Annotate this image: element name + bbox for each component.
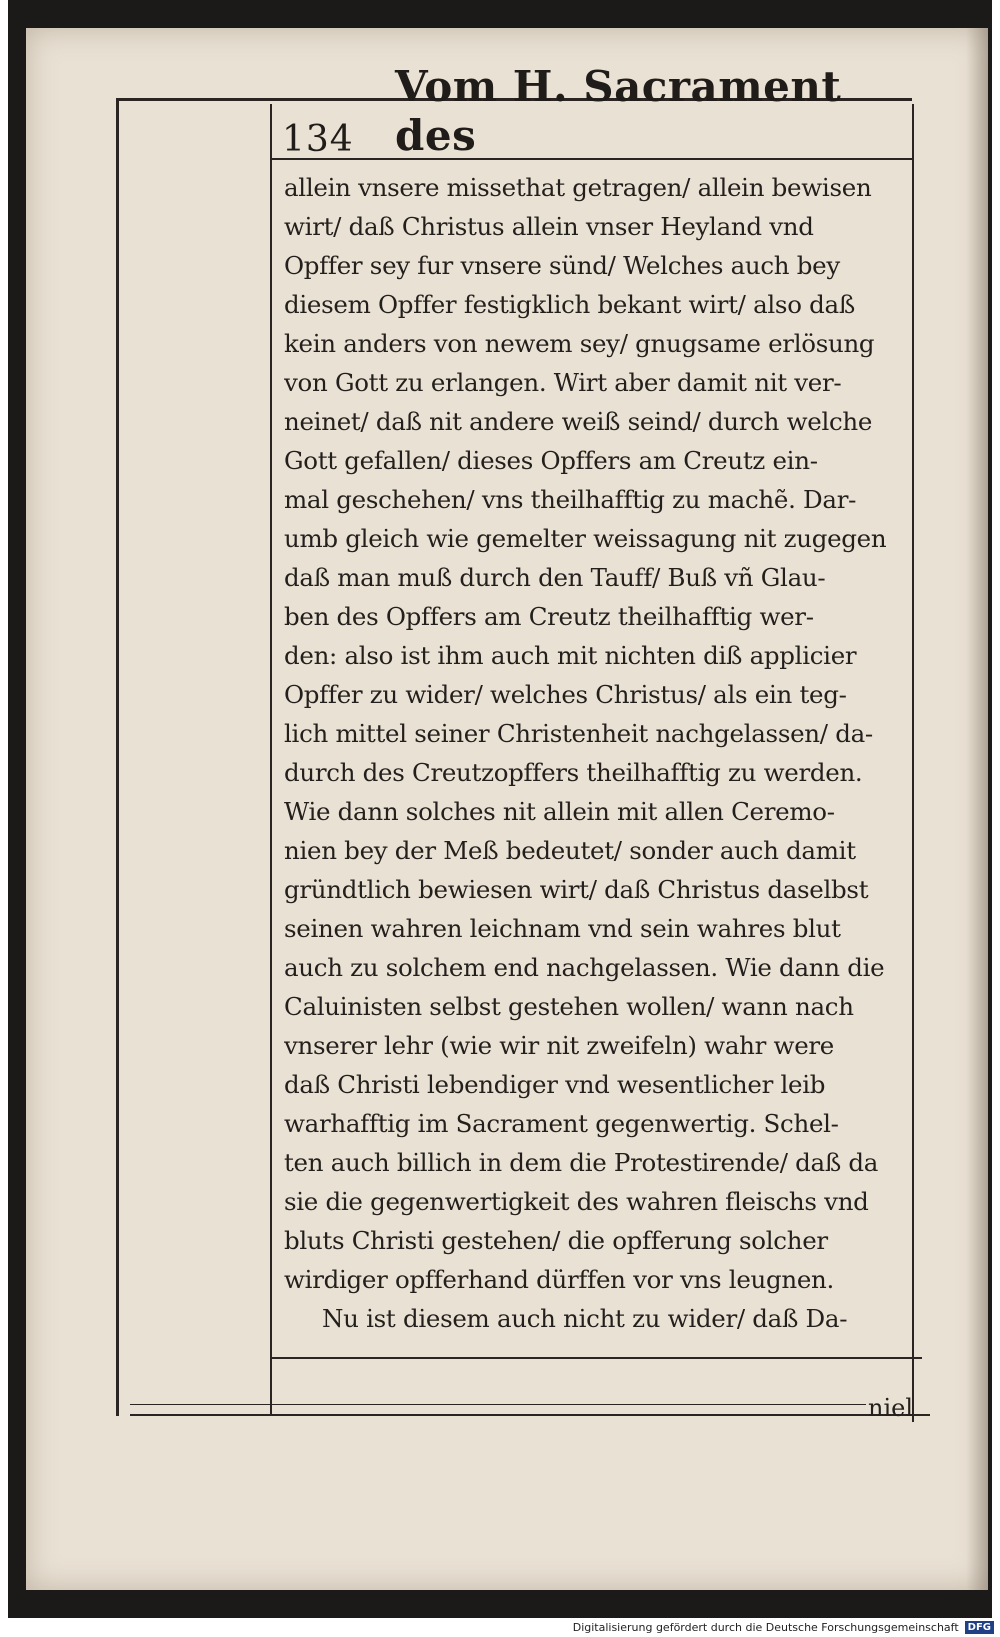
text-line: wirt/ daß Christus allein vnser Heyland vnd bbox=[284, 212, 814, 241]
text-line: vnserer lehr (wie wir nit zweifeln) wahr were bbox=[284, 1031, 835, 1060]
bottom-rule-base bbox=[130, 1414, 930, 1416]
text-line: Gott gefallen/ dieses Opffers am Creutz ein- bbox=[284, 446, 818, 475]
text-line: daß man muß durch den Tauff/ Buß vñ Glau- bbox=[284, 563, 826, 592]
bottom-rule-inner bbox=[272, 1357, 922, 1359]
text-line: Opffer zu wider/ welches Christus/ als ein teg- bbox=[284, 680, 847, 709]
bottom-rule-outer bbox=[130, 1404, 866, 1405]
text-line: Caluinisten selbst gestehen wollen/ wann nach bbox=[284, 992, 854, 1021]
digitization-footer bbox=[0, 1618, 1000, 1637]
text-line: den: also ist ihm auch mit nichten diß applicier bbox=[284, 641, 857, 670]
text-line: daß Christi lebendiger vnd wesentlicher leib bbox=[284, 1070, 826, 1099]
text-line: ben des Opffers am Creutz theilhafftig wer- bbox=[284, 602, 814, 631]
running-head: Vom H. Sacrament des bbox=[395, 62, 842, 160]
text-line: bluts Christi gestehen/ die opfferung solcher bbox=[284, 1226, 828, 1255]
text-line: auch zu solchem end nachgelassen. Wie dann die bbox=[284, 953, 885, 982]
text-line: umb gleich wie gemelter weissagung nit zugegen bbox=[284, 524, 887, 553]
text-line: mal geschehen/ vns theilhafftig zu machẽ. Dar- bbox=[284, 485, 857, 514]
text-line: wirdiger opfferhand dürffen vor vns leugnen. bbox=[284, 1265, 835, 1294]
paragraph-start-line: Nu ist diesem auch nicht zu wider/ daß Da- bbox=[322, 1304, 848, 1333]
text-line: durch des Creutzopffers theilhafftig zu werden. bbox=[284, 758, 863, 787]
text-line: diesem Opffer festigklich bekant wirt/ also daß bbox=[284, 290, 855, 319]
text-line: kein anders von newem sey/ gnugsame erlösung bbox=[284, 329, 875, 358]
text-line: lich mittel seiner Christenheit nachgelassen/ da- bbox=[284, 719, 873, 748]
text-line: von Gott zu erlangen. Wirt aber damit nit ver- bbox=[284, 368, 842, 397]
page-number: 134 bbox=[282, 119, 354, 160]
text-line: Wie dann solches nit allein mit allen Ceremo- bbox=[284, 797, 835, 826]
text-line: seinen wahren leichnam vnd sein wahres blut bbox=[284, 914, 841, 943]
text-line: ten auch billich in dem die Protestirende/ daß da bbox=[284, 1148, 879, 1177]
body-text bbox=[284, 168, 924, 1338]
text-line: nien bey der Meß bedeutet/ sonder auch damit bbox=[284, 836, 856, 865]
text-line: Opffer sey fur vnsere sünd/ Welches auch bey bbox=[284, 251, 840, 280]
dfg-logo: DFG bbox=[965, 1621, 994, 1634]
left-inner-rule bbox=[270, 104, 272, 1414]
left-outer-rule bbox=[116, 98, 119, 1416]
funding-credit: Digitalisierung gefördert durch die Deutsche Forschungsgemeinschaft bbox=[572, 1621, 959, 1634]
text-line: gründtlich bewiesen wirt/ daß Christus daselbst bbox=[284, 875, 869, 904]
text-line: sie die gegenwertigkeit des wahren fleischs vnd bbox=[284, 1187, 869, 1216]
text-line: allein vnsere missethat getragen/ allein bewisen bbox=[284, 173, 872, 202]
text-line: warhafftig im Sacrament gegenwertig. Schel- bbox=[284, 1109, 839, 1138]
catchword: niel bbox=[868, 1394, 914, 1422]
page-header bbox=[282, 62, 932, 160]
text-line: neinet/ daß nit andere weiß seind/ durch welche bbox=[284, 407, 873, 436]
